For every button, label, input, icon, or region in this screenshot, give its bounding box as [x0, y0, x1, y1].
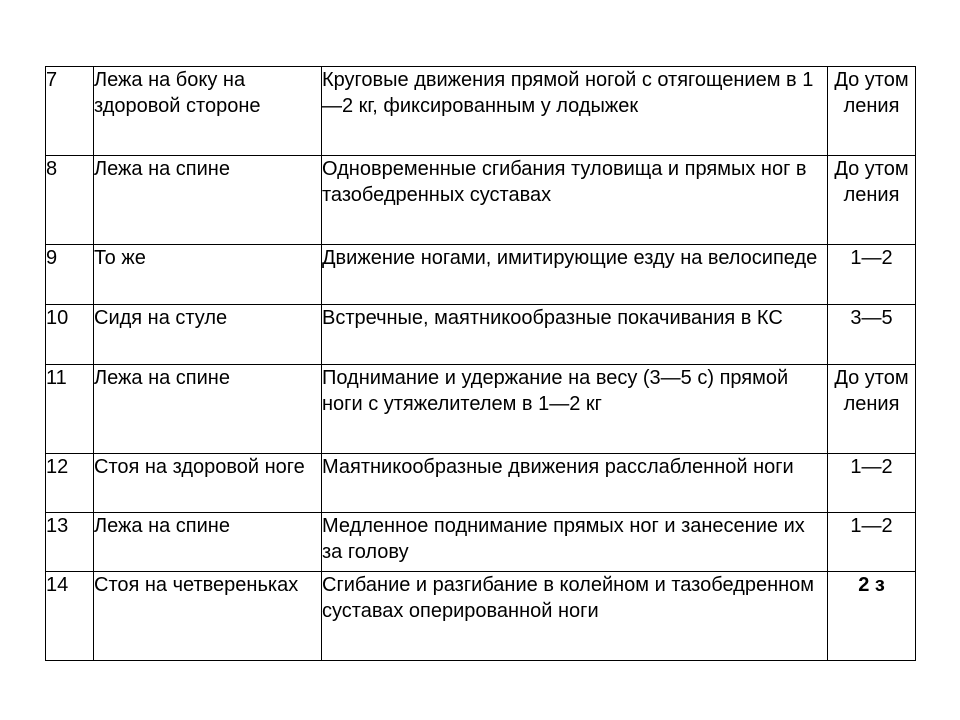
exercise-cell: Встречные, маятникообразные покачивания в КС [322, 305, 828, 365]
row-number-cell: 12 [46, 454, 94, 513]
table-row [46, 513, 916, 572]
row-number-cell: 11 [46, 365, 94, 454]
table-row [46, 305, 916, 365]
table-row [46, 572, 916, 661]
exercise-cell: Движение ногами, имитирующие езду на велосипеде [322, 245, 828, 305]
table-row [46, 67, 916, 156]
exercise-cell: Одновременные сгибания туловища и прямых ног в тазобедренных суставах [322, 156, 828, 245]
start-position-cell: Лежа на спине [94, 365, 322, 454]
table-row [46, 245, 916, 305]
dosage-cell: До утом ления [828, 156, 916, 245]
exercise-cell: Круговые движения прямой ногой с отягощением в 1—2 кг, фиксированным у лодыжек [322, 67, 828, 156]
exercise-cell: Маятникообразные движения расслабленной ноги [322, 454, 828, 513]
row-number-cell: 10 [46, 305, 94, 365]
exercise-cell: Поднимание и удержание на весу (3—5 с) прямой ноги с утяжелителем в 1—2 кг [322, 365, 828, 454]
table-row [46, 454, 916, 513]
table-row [46, 156, 916, 245]
dosage-cell: До утом ления [828, 365, 916, 454]
exercise-cell: Медленное поднимание прямых ног и занесение их за голову [322, 513, 828, 572]
start-position-cell: Лежа на боку на здоровой стороне [94, 67, 322, 156]
row-number-cell: 14 [46, 572, 94, 661]
row-number-cell: 9 [46, 245, 94, 305]
table-row [46, 365, 916, 454]
exercise-cell: Сгибание и разгибание в колейном и тазобедренном суставах оперированной ноги [322, 572, 828, 661]
start-position-cell: Лежа на спине [94, 156, 322, 245]
dosage-cell: До утом ления [828, 67, 916, 156]
start-position-cell: Стоя на четвереньках [94, 572, 322, 661]
row-number-cell: 13 [46, 513, 94, 572]
dosage-cell: 3—5 [828, 305, 916, 365]
dosage-cell: 1—2 [828, 454, 916, 513]
table-body [46, 67, 916, 661]
start-position-cell: То же [94, 245, 322, 305]
start-position-cell: Лежа на спине [94, 513, 322, 572]
dosage-cell: 2 з [828, 572, 916, 661]
dosage-cell: 1—2 [828, 513, 916, 572]
dosage-cell: 1—2 [828, 245, 916, 305]
start-position-cell: Сидя на стуле [94, 305, 322, 365]
row-number-cell: 8 [46, 156, 94, 245]
row-number-cell: 7 [46, 67, 94, 156]
start-position-cell: Стоя на здоровой ноге [94, 454, 322, 513]
exercise-table [45, 66, 916, 661]
